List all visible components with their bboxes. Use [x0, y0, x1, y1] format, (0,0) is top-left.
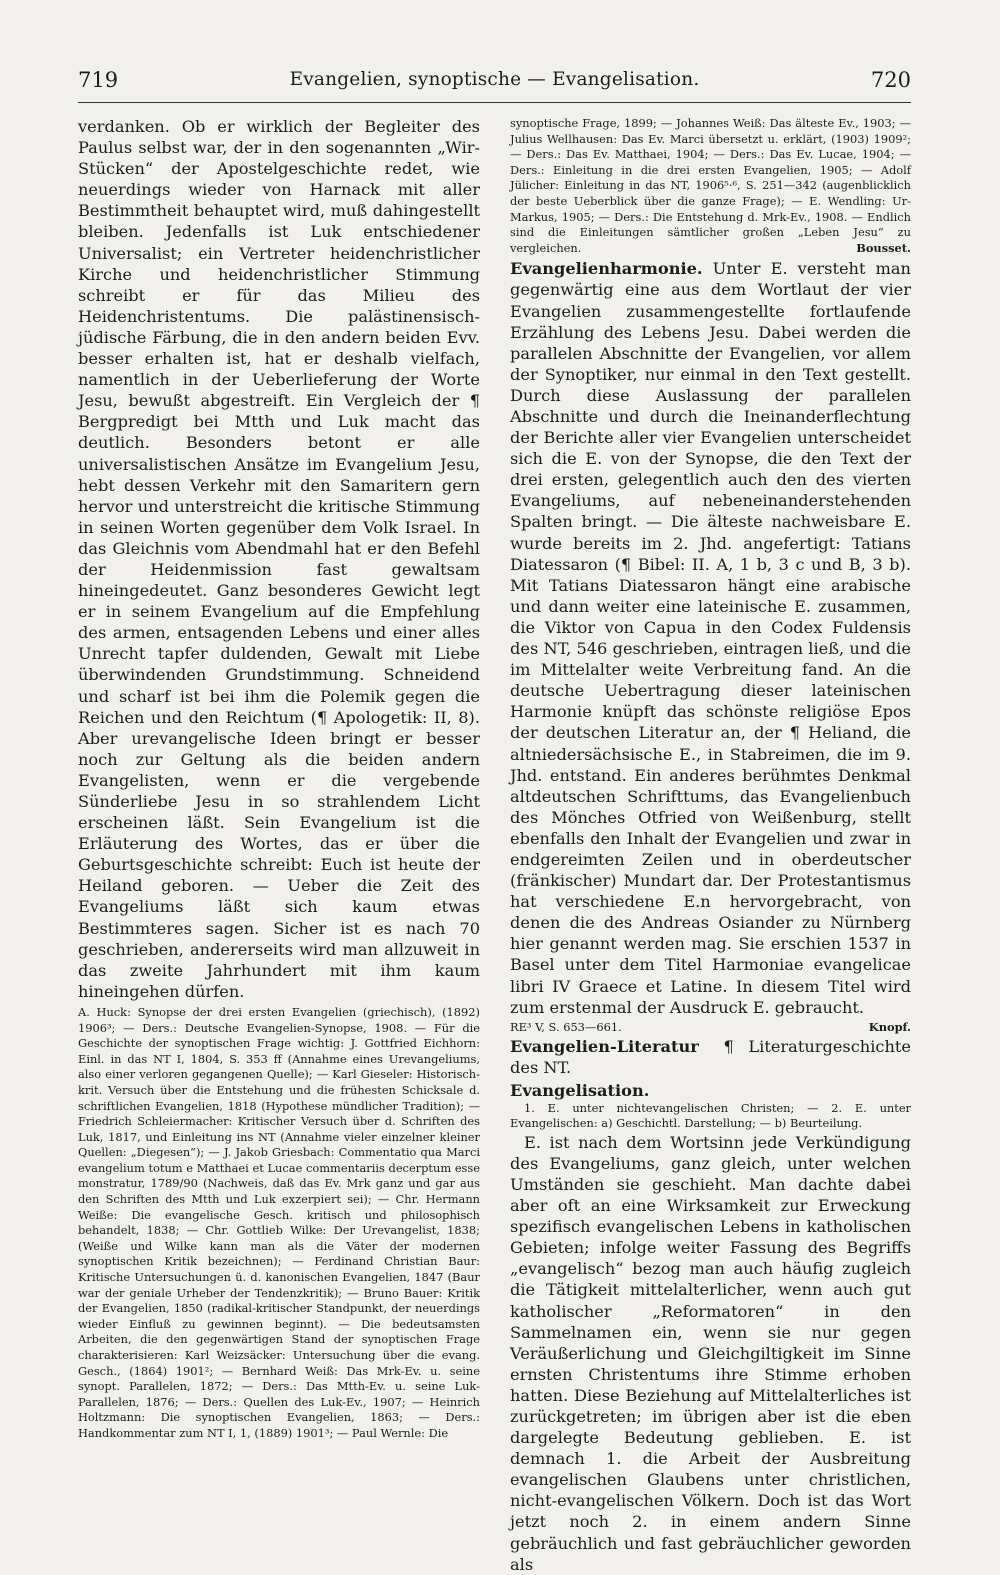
- reference-line: [510, 1020, 911, 1036]
- entry-heading-literatur: Evangelien-Literatur: [510, 1037, 699, 1057]
- page-number-left: 719: [78, 68, 119, 92]
- entry-text-evangelienharmonie: Unter E. versteht man gegenwärtig eine aus dem Wortlaut der vier Evangelien zusammengestellte fortlaufende Erzählung des Lebens Jesu. Dabei werden die parallelen Abschnitte der Evangelien, vor allem der Synoptiker, nur einmal in den Text gestellt. Durch diese Auslassung der parallelen Abschnitte und durch die Ineinanderflechtung der Berichte aller vier Evangelien unterscheidet sich die E. von der Synopse, die den Text der drei ersten, gelegentlich auch den des vierten Evangeliums, auf nebeneinanderstehenden Spalten bringt. — Die älteste nachweisbare E. wurde bereits im 2. Jhd. angefertigt: Tatians Diatessaron (¶ Bibel: II. A, 1 b, 3 c und B, 3 b). Mit Tatians Diatessaron hängt eine arabische und dann weiter eine lateinische E. zusammen, die Viktor von Capua in den Codex Fuldensis des NT, 546 geschrieben, eintragen ließ, und die im Mittelalter weite Verbreitung fand. An die deutsche Uebertragung dieser lateinischen Harmonie knüpft das schönste religiöse Epos der deutschen Literatur an, der ¶ Heliand, die altniedersächsische E., in Stabreimen, die im 9. Jhd. entstand. Ein anderes berühmtes Denkmal altdeutschen Schrifttums, das Evangelienbuch des Mönches Otfried von Weißenburg, stellt ebenfalls den Inhalt der Evangelien und zwar in endgereimten Zeilen und in oberdeutscher (fränkischer) Mundart dar. Der Protestantismus hat verschiedene E.n hervorgebracht, von denen die des Andreas Osiander zu Nürnberg hier genannt werden mag. Sie erschien 1537 in Basel unter dem Titel Harmoniae evangelicae libri IV Graece et Latine. In diesem Titel wird zum erstenmal der Ausdruck E. gebraucht.: [510, 259, 911, 1017]
- right-column: [510, 116, 911, 1575]
- bibliography-continued: synoptische Frage, 1899; — Johannes Weiß: Das älteste Ev., 1903; — Julius Wellhausen: Das Ev. Marci übersetzt u. erklärt, (1903) 1909²; — Ders.: Das Ev. Matthaei, 1904; — Ders.: Das Ev. Lucae, 1904; — Ders.: Einleitung in die drei ersten Evangelien, 1905; — Adolf Jülicher: Einleitung in das NT, 1906⁵·⁶, S. 251—342 (augenblicklich der beste Ueberblick über die ganze Frage); — E. Wendling: Ur-Markus, 1905; — Ders.: Die Entstehung d. Mrk-Ev., 1908. — Endlich sind die Einleitungen sämtlicher großen „Leben Jesu“ zu vergleichen. Bousset.: [510, 116, 911, 255]
- evangelisation-heading-line: [510, 1080, 911, 1101]
- left-column: [78, 116, 480, 1442]
- running-title: Evangelien, synoptische — Evangelisation.: [289, 69, 700, 90]
- bibliography: A. Huck: Synopse der drei ersten Evangelien (griechisch), (1892) 1906³; — Ders.: Deutsche Evangelien-Synopse, 1908. — Für die Geschichte der synoptischen Frage wichtig: J. Gottfried Eichhorn: Einl. in das NT I, 1804, S. 353 ff (Annahme eines Urevangeliums, also einer verloren gegangenen Quelle); — Karl Gieseler: Historisch-krit. Versuch über die Entstehung und die frühesten Schicksale d. schriftlichen Evangelien, 1818 (Hypothese mündlicher Tradition); — Friedrich Schleiermacher: Kritischer Versuch über d. Schriften des Luk, 1817, und Einleitung ins NT (Annahme vieler einzelner kleiner Quellen: „Diegesen“); — J. Jakob Griesbach: Commentatio qua Marci evangelium totum e Matthaei et Lucae commentariis decerptum esse monstratur, 1789/90 (Nachweis, daß das Ev. Mrk ganz und gar aus den Schriften des Mtth und Luk exzerpiert sei); — Chr. Hermann Weiße: Die evangelische Gesch. kritisch und philosophisch behandelt, 1838; — Chr. Gottlieb Wilke: Der Urevangelist, 1838; (Weiße und Wilke kann man als die Väter der modernen synoptischen Kritik bezeichnen); — Ferdinand Christian Baur: Kritische Untersuchungen ü. d. kanonischen Evangelien, 1847 (Baur war der geniale Urheber der Tendenzkritik); — Bruno Bauer: Kritik der Evangelien, 1850 (radikal-kritischer Standpunkt, der neuerdings wieder Einfluß zu gewinnen beginnt). — Die bedeutsamsten Arbeiten, die den gegenwärtigen Stand der synoptischen Frage charakterisieren: Karl Weizsäcker: Untersuchung über die evang. Gesch., (1864) 1901²; — Bernhard Weiß: Das Mrk-Ev. u. seine synopt. Parallelen, 1872; — Ders.: Das Mtth-Ev. u. seine Luk-Parallelen, 1876; — Ders.: Quellen des Luk-Ev., 1907; — Heinrich Holtzmann: Die synoptischen Evangelien, 1863; — Ders.: Handkommentar zum NT I, 1, (1889) 1901³; — Paul Wernle: Die: [78, 1004, 480, 1440]
- author-signature-bousset: Bousset.: [856, 240, 911, 255]
- running-header: [78, 66, 911, 103]
- re-reference: RE³ V, S. 653—661.: [510, 1019, 622, 1034]
- article-body-text: verdanken. Ob er wirklich der Begleiter des Paulus selbst war, der in den sogenannten „Wir-Stücken“ der Apostelgeschichte redet, wie neuerdings wieder von Harnack mit aller Bestimmtheit behauptet wird, muß dahingestellt bleiben. Jedenfalls ist Luk entschiedener Universalist; ein Vertreter heidenchristlicher Kirche und heidenchristlicher Stimmung schreibt er für das Milieu des Heidenchristentums. Die palästinensisch-jüdische Färbung, die in den andern beiden Evv. besser erhalten ist, hat er deshalb vielfach, namentlich in der Ueberlieferung der Worte Jesu, bewußt abgestreift. Ein Vergleich der ¶ Bergpredigt bei Mtth und Luk macht das deutlich. Besonders betont er alle universalistischen Ansätze im Evangelium Jesu, hebt dessen Verkehr mit den Samaritern gern hervor und unterstreicht die kritische Stimmung in seinen Worten gegenüber dem Volk Israel. In das Gleichnis vom Abendmahl hat er den Befehl der Heidenmission fast gewaltsam hineingedeutet. Ganz besonderes Gewicht legt er in seinem Evangelium auf die Empfehlung des armen, entsagenden Lebens und einer alles Unrecht tapfer duldenden, Gewalt mit Liebe überwindenden Grundstimmung. Schneidend und scharf ist bei ihm die Polemik gegen die Reichen und den Reichtum (¶ Apologetik: II, 8). Aber urevangelische Ideen bringt er besser noch zur Geltung als die beiden andern Evangelisten, wenn er die vergebende Sünderliebe Jesu in so strahlendem Licht erscheinen läßt. Sein Evangelium ist die Erläuterung des Wortes, das er über die Geburtsgeschichte schreibt: Euch ist heute der Heiland geboren. — Ueber die Zeit des Evangeliums läßt sich kaum etwas Bestimmteres sagen. Sicher ist es nach 70 geschrieben, andererseits wird man allzuweit in das zweite Jahrhundert mit ihm kaum hineingehen dürfen.: [78, 117, 480, 1001]
- evangelien-literatur-entry: [510, 1036, 911, 1078]
- entry-heading-evangelisation: Evangelisation.: [510, 1080, 650, 1100]
- evangelisation-outline: 1. E. unter nichtevangelischen Christen; — 2. E. unter Evangelischen: a) Geschichtl. Darstellung; — b) Beurteilung.: [510, 1100, 911, 1131]
- evangelienharmonie-entry: [510, 258, 911, 1017]
- page-number-right: 720: [870, 68, 911, 92]
- cross-reference-literatur: ¶ Literaturgeschichte des NT.: [510, 1037, 911, 1078]
- author-signature-knopf: Knopf.: [868, 1019, 911, 1034]
- evangelisation-text: E. ist nach dem Wortsinn jede Verkündigung des Evangeliums, ganz gleich, unter welchen Umständen sie geschieht. Man dachte dabei aber oft an eine Wirksamkeit zur Erweckung spezifisch evangelischen Lebens in katholischen Gebieten; infolge weiter Fassung des Begriffs „evangelisch“ bezog man auch häufig zugleich die Tätigkeit mittelalterlicher, wenn auch gut katholischer „Reformatoren“ in den Sammelnamen ein, wenn sie nur gegen Veräußerlichung und Gleichgiltigkeit im Sinne ernsten Christentums ihre Stimme erhoben hatten. Diese Beziehung auf Mittelalterliches ist zurückgetreten; im übrigen aber ist die eben dargelegte Bedeutung geblieben. E. ist demnach 1. die Arbeit der Ausbreitung evangelischen Glaubens unter christlichen, nicht-evangelischen Völkern. Doch ist das Wort jetzt noch 2. in einem andern Sinne gebräuchlich und fast gebräuchlicher geworden als: [510, 1132, 911, 1574]
- entry-heading-evangelienharmonie: Evangelienharmonie.: [510, 259, 703, 279]
